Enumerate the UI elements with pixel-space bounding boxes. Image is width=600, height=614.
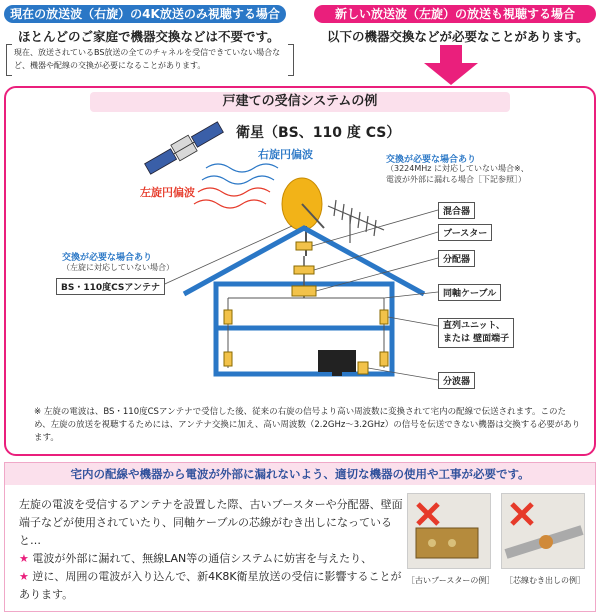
new-broadcast-header: 新しい放送波（左旋）の放送も視聴する場合	[314, 5, 596, 23]
exposed-core-image	[502, 494, 586, 570]
splitter-tag: 分配器	[438, 250, 475, 267]
wave-icon	[194, 164, 278, 208]
leakage-bullet-1	[19, 550, 409, 568]
leakage-intro: 左旋の電波を受信するアンテナを設置した際、古いブースターや分配器、壁面端子などが使用されていたり、同軸ケーブルの芯線がむき出しになっていると…	[19, 498, 403, 547]
new-broadcast-subtitle: 以下の機器交換などが必要なことがあります。	[327, 29, 589, 44]
exchange-note-right-line1: （3224MHz に対応していない場合※、	[386, 164, 529, 173]
satellite-icon	[143, 119, 225, 177]
diagram-footnote: ※ 左旋の電波は、BS・110度CSアンテナで受信した後、従来の右旋の信号より高い周波数に変換されて宅内の配線で伝送されます。このため、左旋の放送を視聴するためには、アンテナ交換に加え、高い周波数（2.2GHz～3.2GHz）の信号を伝送できない機器は交換する必要があります。	[34, 407, 581, 443]
bullet-2-text: 逆に、周囲の電波が入り込んで、新4K8K衛星放送の受信に影響することがあります。	[19, 570, 402, 601]
right-polarization-label: 右旋円偏波	[258, 148, 313, 161]
old-booster-photo	[407, 493, 491, 569]
current-broadcast-header: 現在の放送波（右旋）の4K放送のみ視聴する場合	[4, 5, 286, 23]
wall-terminal-line2: または 壁面端子	[443, 334, 510, 344]
leakage-warning-text	[19, 496, 409, 604]
old-booster-caption: ［古いブースターの例］	[407, 576, 495, 585]
old-booster-image	[408, 494, 492, 570]
satellite-label: 衛星（BS、110 度 CS）	[236, 125, 401, 141]
star-icon: ★	[19, 570, 33, 583]
exchange-note-left-text: （左旋に対応していない場合）	[62, 263, 174, 272]
exchange-note-right-title: 交換が必要な場合あり	[386, 155, 477, 165]
exchange-note-right-line2: 電波が外部に漏れる場合［下記参照］）	[386, 175, 526, 184]
coax-cable-tag: 同軸ケーブル	[438, 284, 501, 301]
current-broadcast-subtitle: ほとんどのご家庭で機器交換などは不要です。	[18, 29, 280, 44]
current-broadcast-note: 現在、放送されているBS放送の全てのチャネルを受信できていない場合など、機器や配線の交換が必要になることがあります。	[6, 44, 294, 74]
exchange-note-left-title: 交換が必要な場合あり	[62, 253, 153, 263]
bullet-1-text: 電波が外部に漏れて、無線LAN等の通信システムに妨害を与えたり、	[32, 552, 373, 565]
leakage-warning-panel	[4, 462, 596, 612]
uhf-antenna-icon	[328, 200, 384, 243]
star-icon: ★	[19, 552, 33, 565]
left-polarization-label: 左旋円偏波	[140, 186, 195, 199]
demultiplexer-tag: 分波器	[438, 372, 475, 389]
leakage-bullet-2	[19, 568, 409, 604]
wall-terminal-tag	[438, 318, 514, 348]
leakage-warning-banner: 宅内の配線や機器から電波が外部に漏れないよう、適切な機器の使用や工事が必要です。	[5, 463, 595, 485]
wall-terminal-line1: 直列ユニット、	[443, 321, 505, 331]
antenna-tag: BS・110度CSアンテナ	[56, 278, 165, 295]
booster-tag: ブースター	[438, 224, 492, 241]
reception-system-panel	[4, 86, 596, 456]
diagram-title: 戸建ての受信システムの例	[90, 92, 510, 112]
down-arrow-icon	[422, 45, 480, 85]
exposed-core-photo	[501, 493, 585, 569]
mixer-tag: 混合器	[438, 202, 475, 219]
exposed-core-caption: ［芯線むき出しの例］	[505, 576, 585, 585]
